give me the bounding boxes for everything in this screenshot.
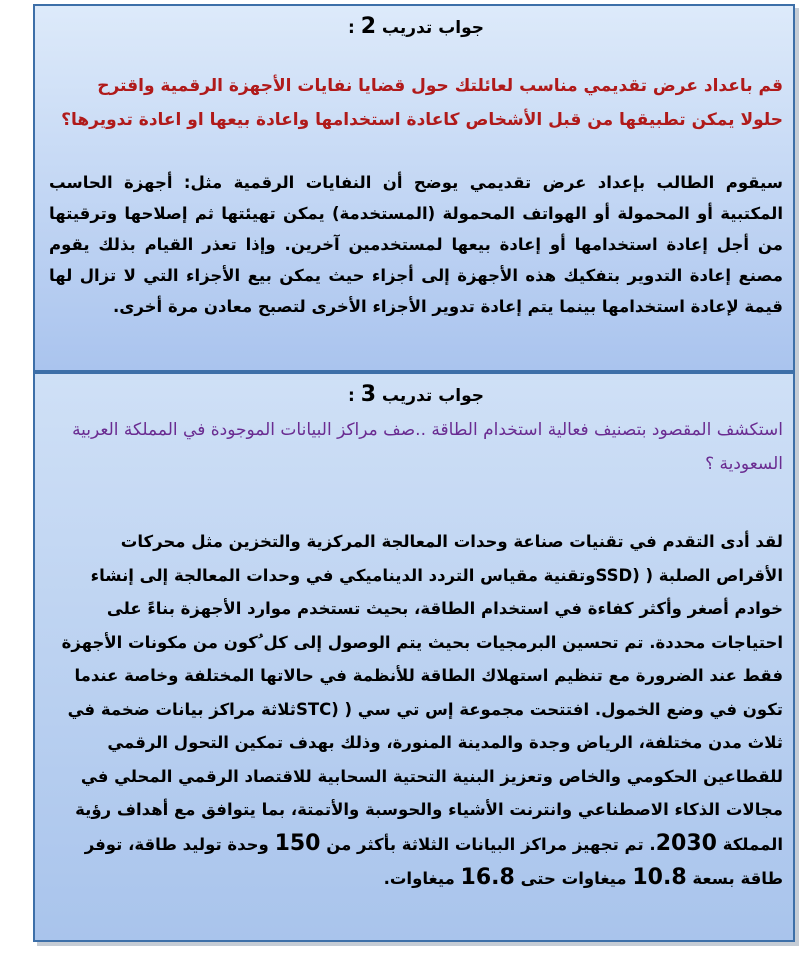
exercise-3-question: استكشف المقصود بتصنيف فعالية استخدام الطاقة ..صف مراكز البيانات الموجودة في المملكة العربية السعودية ؟ xyxy=(72,420,783,474)
exercise-3-answer xyxy=(49,525,783,896)
heading-label: جواب تدريب xyxy=(381,18,485,38)
answer-text: ميغاوات. xyxy=(383,869,455,888)
vision-year: 2030 xyxy=(655,830,717,856)
power-units-count: 150 xyxy=(274,830,321,856)
exercise-2-card xyxy=(33,4,795,372)
answer-text: . تم تجهيز مراكز البيانات الثلاثة بأكثر من xyxy=(326,834,656,854)
capacity-min: 10.8 xyxy=(632,865,687,890)
heading-colon: : xyxy=(347,386,355,406)
exercise-2-answer: سيقوم الطالب بإعداد عرض تقديمي يوضح أن النفايات الرقمية مثل: أجهزة الحاسب المكتبية أو المحمولة أو الهواتف المحمولة (المستخدمة) يمكن تهيئتها ثم إصلاحها وترقيتها من أجل إعادة استخدامها أو إعادة بيعها لمستخدمين آخرين. وإذا تعذر القيام بذلك يقوم مصنع إعادة التدوير بتفكيك هذه الأجهزة إلى أجزاء حيث يمكن بيع الأجزاء التي لا تزال لها قيمة لإعادة استخدامها بينما يتم إعادة تدوير الأجزاء الأخرى لتصبح معادن مرة أخرى. xyxy=(49,173,783,316)
answer-text: ميغاوات حتى xyxy=(520,869,627,888)
answer-text: لقد أدى التقدم في تقنيات صناعة وحدات المعالجة المركزية والتخزين مثل محركات الأقراص الصلبة ( (SSDوتقنية مقياس التردد الديناميكي في وحدات المعالجة إلى إنشاء خوادم أصغر وأكثر كفاءة في استخدام الطاقة، بحيث تستخدم موارد الأجهزة بناءً على احتياجات محددة. تم تحسين البرمجيات بحيث يتم الوصول إلى كل ُكون من مكونات الأجهزة فقط عند الضرورة مع تنظيم استهلاك الطاقة للأنظمة في حالاتها المختلفة وخاصة عندما تكون في وضع الخمول. افتتحت مجموعة إس تي سي ( (STCثلاثة مراكز بيانات ضخمة في ثلاث مدن مختلفة، الرياض وجدة والمدينة المنورة، وذلك بهدف تمكين التحول الرقمي للقطاعين الحكومي والخاص وتعزيز البنية التحتية السحابية للاقتصاد الرقمي المحلي في مجالات الذكاء الاصطناعي وانترنت الأشياء والحوسبة والأتمتة، بما يتوافق مع أهداف رؤية المملكة xyxy=(61,532,783,854)
capacity-max: 16.8 xyxy=(460,865,515,890)
heading-number: 2 xyxy=(360,14,376,39)
exercise-2-heading xyxy=(49,14,783,41)
exercise-3-heading xyxy=(49,382,783,409)
heading-label: جواب تدريب xyxy=(381,386,485,406)
answer-text: وحدة توليد طاقة، توفر طاقة بسعة xyxy=(84,834,783,888)
exercise-2-question: قم باعداد عرض تقديمي مناسب لعائلتك حول قضايا نفايات الأجهزة الرقمية واقترح حلولا يمكن تطبيقها من قبل الأشخاص كاعادة استخدامها واعادة بيعها او اعادة تدويرها؟ xyxy=(61,76,783,130)
exercise-3-card xyxy=(33,372,795,942)
heading-colon: : xyxy=(347,18,355,38)
heading-number: 3 xyxy=(360,382,376,407)
